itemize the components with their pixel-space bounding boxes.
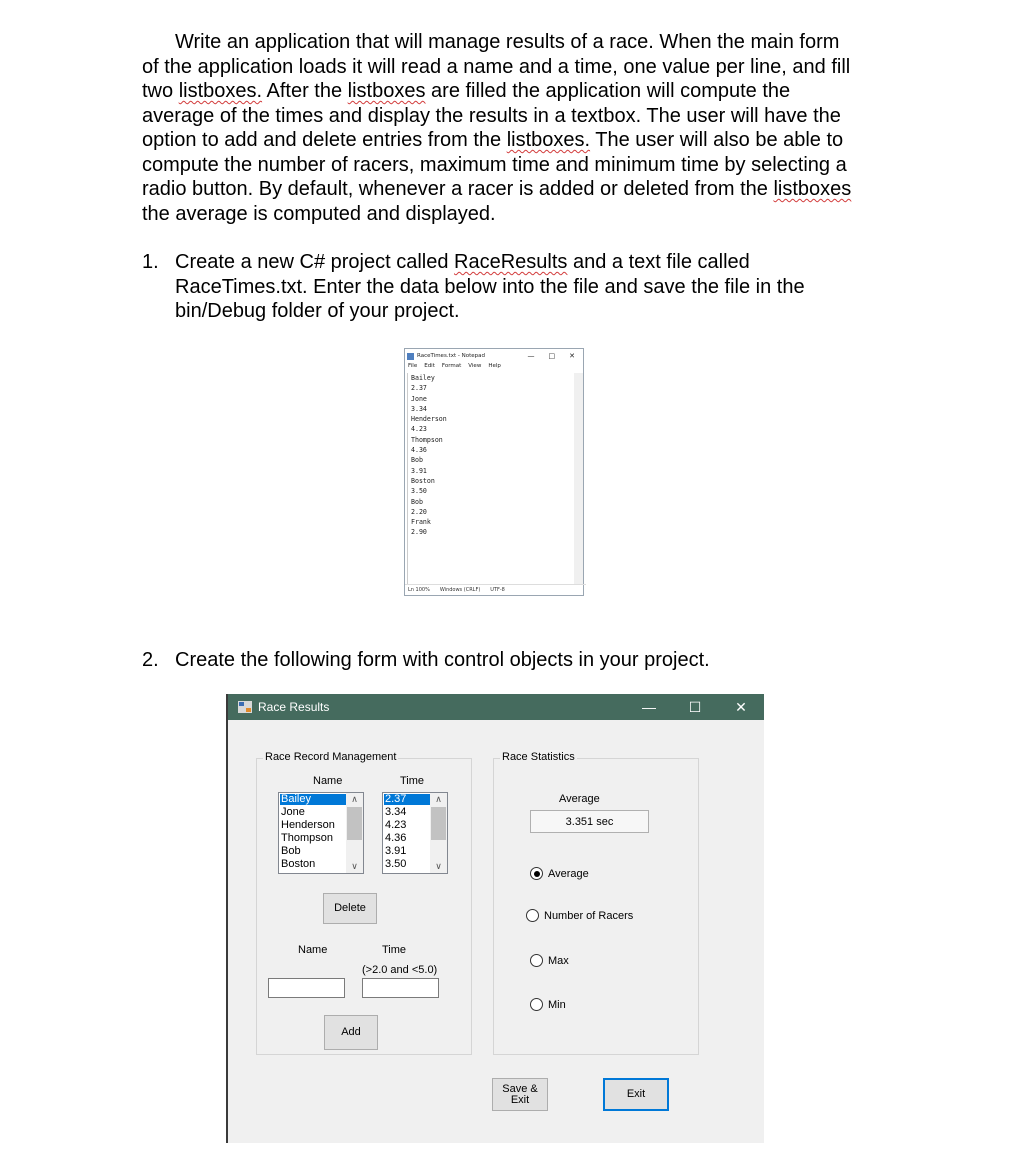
close-icon: ✕ [569,352,575,360]
radio-label: Average [548,867,589,880]
names-listbox[interactable] [278,792,364,874]
text-line: 3.50 [411,487,427,496]
menu-edit: Edit [424,363,435,369]
radio-label: Number of Racers [544,909,634,922]
list-item[interactable]: Thompson [281,832,333,844]
intro-line: compute the number of racers, maximum time and minimum time by selecting a [142,153,847,176]
status-encoding: UTF-8 [490,587,505,593]
status-eol: Windows (CRLF) [439,587,481,593]
names-scrollbar[interactable] [346,793,363,873]
radio-label: Max [548,954,569,967]
app-icon [238,701,252,713]
list-item[interactable]: Boston [281,858,316,870]
menu-help: Help [488,363,501,369]
text-line: 4.36 [411,446,427,455]
radio-button-icon[interactable] [530,954,543,967]
intro-line: average of the times and display the results in a textbox. The user will have the [142,104,841,127]
radio-min[interactable] [530,998,566,1011]
radio-button-icon[interactable] [530,867,543,880]
intro-line: option to add and delete entries from the listboxes. The user will also be able to [142,129,844,151]
form-title: Race Results [258,700,330,714]
intro-line: of the application loads it will read a name and a time, one value per line, and fill [142,55,851,78]
radio-label: Min [548,998,566,1011]
list-item[interactable]: Bob [281,845,301,857]
list-item[interactable]: 3.50 [385,858,407,870]
delete-button[interactable]: Delete [323,893,377,924]
times-scrollbar[interactable] [430,793,447,873]
text-line: 2.20 [411,507,427,516]
race-results-window [226,694,764,1143]
step-2 [142,648,922,674]
scroll-thumb[interactable] [431,807,446,840]
step-2-text: Create the following form with control objects in your project. [175,649,710,671]
scroll-thumb[interactable] [347,807,362,840]
maximize-icon[interactable]: ☐ [688,698,702,715]
save-exit-label: Exit [510,1093,530,1106]
text-line: Henderson [411,415,447,424]
form-titlebar [228,694,764,720]
text-line: 3.34 [411,404,427,413]
text-line: Bailey [411,374,435,382]
text-line: Bob [411,456,423,465]
text-line: 2.37 [411,384,427,393]
radio-max[interactable] [530,954,569,967]
minimize-icon: — [527,352,535,360]
add-button[interactable]: Add [324,1015,378,1050]
intro-line: radio button. By default, whenever a racer is added or deleted from the listboxes [142,178,852,200]
chevron-down-icon[interactable]: ∨ [435,861,442,871]
list-item[interactable]: Jone [281,806,305,818]
list-item[interactable]: 3.34 [385,806,407,818]
minimize-icon[interactable]: — [642,698,656,715]
time-list-header: Time [400,775,425,787]
step-1-line: Create a new C# project called RaceResults and a text file called [175,251,750,273]
new-name-label: Name [298,944,328,956]
intro-line: two listboxes. After the listboxes are filled the application will compute the [142,80,791,102]
intro-line: Write an application that will manage results of a race. When the main form [175,31,840,53]
name-list-header: Name [313,775,343,787]
text-line: 4.23 [411,425,427,434]
chevron-down-icon[interactable]: ∨ [351,861,358,871]
menu-file: File [408,363,418,369]
times-listbox[interactable] [382,792,448,874]
text-line: 2.90 [411,528,427,537]
radio-number-of-racers[interactable] [526,909,633,922]
notepad-title: RaceTimes.txt - Notepad [417,353,485,359]
list-item[interactable]: Henderson [281,819,335,831]
time-input[interactable] [362,978,439,998]
notepad-window [404,348,584,596]
list-item[interactable]: 2.37 [384,794,446,805]
name-input[interactable] [268,978,345,998]
average-label: Average [559,793,600,805]
record-group-title: Race Record Management [265,751,397,763]
time-range-hint: (>2.0 and <5.0) [362,964,438,976]
list-item[interactable]: 3.91 [385,845,407,857]
text-line: 3.91 [411,466,427,475]
list-item[interactable]: 4.23 [385,819,407,831]
radio-button-icon[interactable] [530,998,543,1011]
text-line: Thompson [411,435,443,444]
text-line: Frank [411,518,431,527]
radio-average[interactable] [530,867,589,880]
menu-format: Format [441,363,462,369]
text-line: Bob [411,497,423,506]
step-1-line: bin/Debug folder of your project. [175,300,460,322]
save-exit-button[interactable] [492,1078,548,1111]
status-zoom: Ln 100% [408,587,430,593]
list-item[interactable]: Bailey [280,794,362,805]
menu-view: View [468,363,482,369]
exit-button[interactable]: Exit [603,1078,669,1111]
notepad-scrollbar [574,373,583,585]
stats-group-title: Race Statistics [502,751,575,763]
list-item[interactable]: 4.36 [385,832,407,844]
text-line: Boston [411,476,435,485]
notepad-statusbar [405,584,586,595]
save-exit-label: Save & [502,1082,538,1095]
notepad-text-area [407,373,576,585]
notepad-titlebar [405,349,583,363]
step-number: 1. [142,251,159,273]
maximize-icon: □ [548,352,556,360]
chevron-up-icon[interactable]: ∧ [351,794,358,804]
radio-button-icon[interactable] [526,909,539,922]
step-number: 2. [142,649,159,671]
text-line: Jone [411,394,427,403]
step-1 [142,250,922,325]
notepad-icon [407,353,414,360]
step-1-line: RaceTimes.txt. Enter the data below into the file and save the file in the [175,275,805,298]
intro-line: the average is computed and displayed. [142,202,496,225]
chevron-up-icon[interactable]: ∧ [435,794,442,804]
notepad-menubar [405,363,583,372]
new-time-label: Time [382,944,407,956]
close-icon[interactable]: ✕ [735,698,747,715]
average-output: 3.351 sec [530,810,649,833]
intro-paragraph [142,30,922,226]
